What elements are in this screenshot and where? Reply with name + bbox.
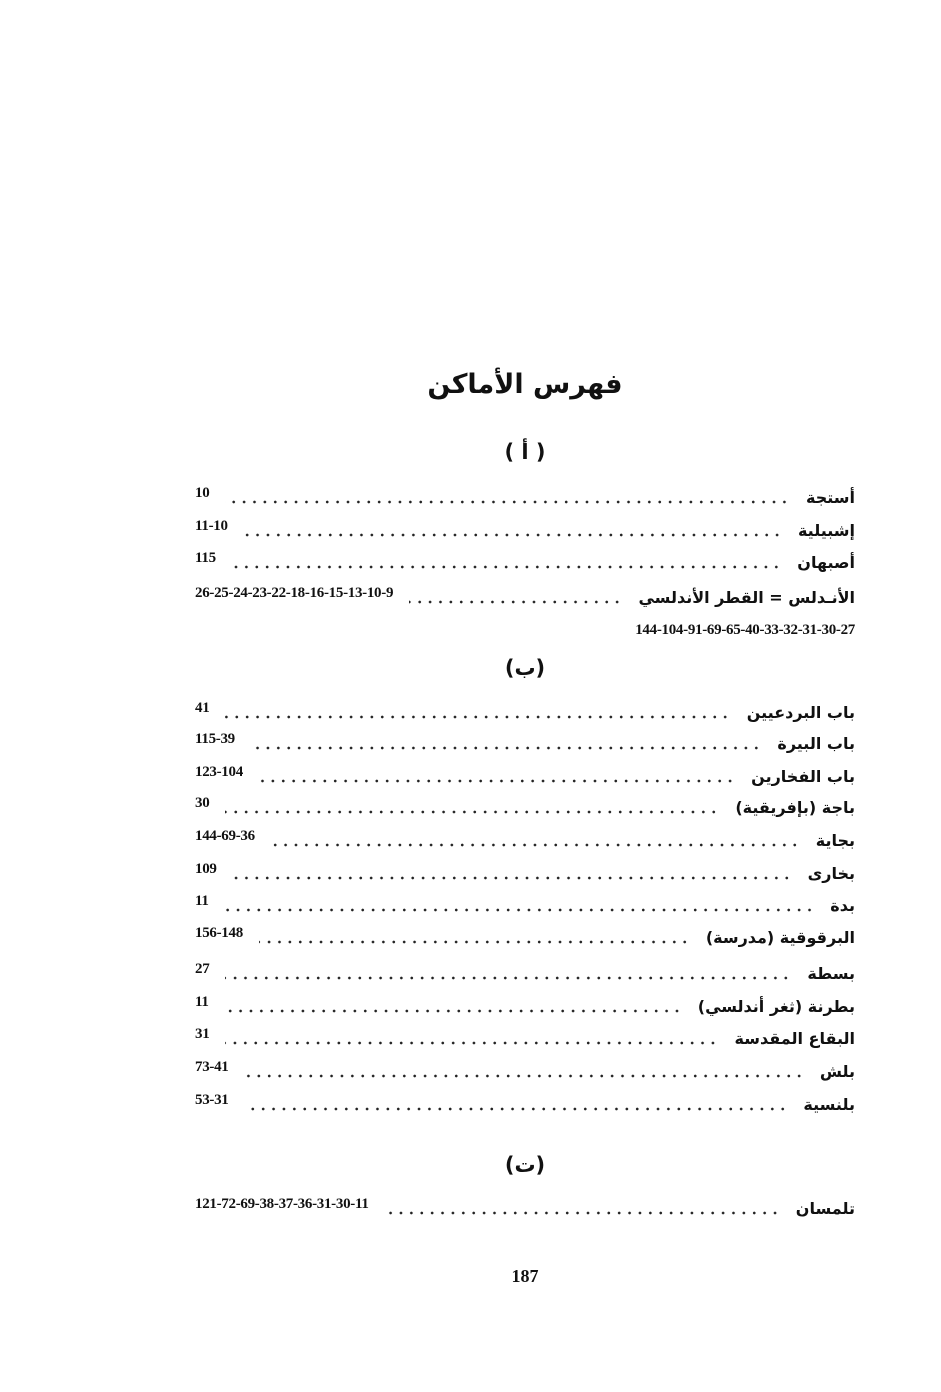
section-heading-alif: ( أ ) — [504, 440, 546, 464]
index-entry — [195, 858, 855, 888]
entry-pages: 121-72-69-38-37-36-31-30-11 — [195, 1195, 369, 1212]
entry-name: البرقوقية (مدرسة) — [705, 927, 855, 947]
entry-name: بجاية — [815, 830, 855, 850]
index-entry — [195, 1023, 855, 1053]
entry-pages: 10 — [195, 484, 210, 501]
entry-name: بخارى — [807, 863, 855, 883]
dot-leader — [271, 842, 800, 848]
dot-leader — [225, 907, 815, 913]
entry-pages: 11-10 — [195, 517, 228, 534]
dot-leader — [244, 532, 782, 538]
index-entry — [195, 792, 855, 822]
dot-leader — [409, 599, 622, 605]
dot-leader — [225, 975, 791, 981]
index-entry — [195, 922, 855, 952]
entry-pages-continued: 144-104-91-69-65-40-33-32-31-30-27 — [635, 622, 855, 638]
index-entry — [195, 761, 855, 791]
entry-pages: 27 — [195, 960, 210, 977]
index-entry — [195, 1056, 855, 1086]
entry-name: بطرنة (ثغر أندلسي) — [697, 996, 855, 1016]
dot-leader — [245, 1073, 804, 1079]
dot-leader — [225, 714, 730, 720]
entry-pages: 156-148 — [195, 924, 243, 941]
entry-pages: 123-104 — [195, 763, 243, 780]
entry-pages: 53-31 — [195, 1091, 229, 1108]
entry-name: أصبهان — [797, 552, 855, 572]
index-entry — [195, 482, 855, 512]
entry-name: باب الفخارين — [751, 766, 855, 786]
index-entry — [195, 958, 855, 988]
index-entry — [195, 1193, 855, 1223]
entry-pages: 115-39 — [195, 730, 235, 747]
entry-name: أستجة — [806, 487, 855, 507]
entry-name: بلنسية — [803, 1094, 855, 1114]
entry-pages: 144-69-36 — [195, 827, 255, 844]
entry-name: بدة — [830, 895, 855, 915]
entry-name: تلمسان — [795, 1198, 855, 1218]
dot-leader — [232, 564, 782, 570]
section-heading-ba: (ب) — [504, 656, 546, 680]
entry-pages: 41 — [195, 699, 210, 716]
dot-leader — [225, 499, 790, 505]
entry-pages: 109 — [195, 860, 217, 877]
index-entry — [195, 991, 855, 1021]
entry-pages: 26-25-24-23-22-18-16-15-13-10-9 — [195, 584, 394, 601]
dot-leader — [251, 745, 762, 751]
index-entry — [195, 547, 855, 577]
index-entry — [195, 697, 855, 727]
index-entry — [195, 890, 855, 920]
section-heading-ta: (ت) — [504, 1153, 546, 1177]
entry-name: بسطة — [807, 963, 855, 983]
page-number: 187 — [511, 1266, 539, 1286]
dot-leader — [225, 1040, 718, 1046]
dot-leader — [225, 1008, 682, 1014]
index-entry — [195, 825, 855, 855]
dot-leader — [259, 778, 735, 784]
entry-pages: 31 — [195, 1025, 210, 1042]
index-entry — [195, 1089, 855, 1119]
entry-pages: 115 — [195, 549, 216, 566]
dot-leader — [259, 939, 690, 945]
entry-name: بلش — [819, 1061, 855, 1081]
entry-pages: 30 — [195, 794, 210, 811]
dot-leader — [245, 1106, 788, 1112]
entry-name: باب البردعيين — [746, 702, 855, 722]
dot-leader — [233, 875, 792, 881]
entry-name: الأنـدلس = القطر الأندلسي — [638, 587, 855, 607]
entry-pages: 73-41 — [195, 1058, 229, 1075]
dot-leader — [385, 1210, 780, 1216]
index-entry — [195, 582, 855, 612]
page-title: فهرس الأماكن — [427, 369, 623, 400]
entry-name: باب البيرة — [777, 733, 855, 753]
entry-pages: 11 — [195, 892, 209, 909]
dot-leader — [225, 809, 719, 815]
entry-name: إشبيلية — [797, 520, 855, 540]
entry-name: باجة (بإفريقية) — [735, 797, 855, 817]
entry-pages: 11 — [195, 993, 209, 1010]
entry-name: البقاع المقدسة — [734, 1028, 855, 1048]
index-entry — [195, 728, 855, 758]
index-entry — [195, 515, 855, 545]
